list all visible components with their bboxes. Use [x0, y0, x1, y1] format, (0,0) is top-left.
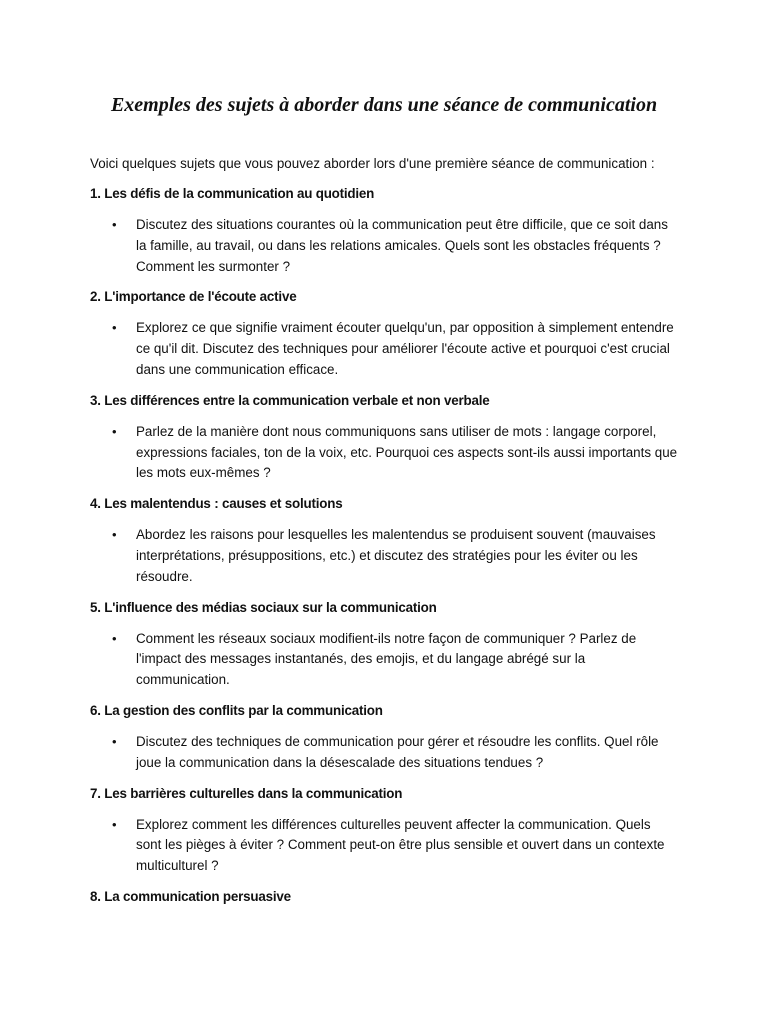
section-heading: 8. La communication persuasive: [90, 888, 291, 904]
section-bullet-list: [90, 525, 678, 587]
section-3: [90, 391, 678, 484]
bullet-icon: •: [112, 816, 117, 832]
bullet-icon: •: [112, 527, 117, 543]
list-item: [90, 215, 678, 277]
section-heading: 2. L'importance de l'écoute active: [90, 289, 297, 305]
list-item: [90, 732, 678, 774]
section-4: [90, 494, 678, 587]
list-item-text: Parlez de la manière dont nous communiquons sans utiliser de mots : langage corporel, expressions faciales, ton de la voix, etc. Pourquoi ces aspects sont-ils aussi importants que les mots eux-mêmes ?: [136, 423, 678, 481]
bullet-icon: •: [112, 423, 117, 439]
list-item-text: Abordez les raisons pour lesquelles les malentendus se produisent souvent (mauvaises interprétations, présuppositions, etc.) et discutez des stratégies pour les éviter ou les résoudre.: [136, 527, 656, 584]
bullet-icon: •: [112, 217, 117, 232]
section-bullet-list: [90, 732, 678, 774]
section-heading: 3. Les différences entre la communication verbale et non verbale: [90, 392, 490, 408]
intro-paragraph: Voici quelques sujets que vous pouvez aborder lors d'une première séance de communication :: [90, 156, 655, 171]
document-title: Exemples des sujets à aborder dans une séance de communication: [110, 94, 658, 116]
sections-container: [90, 184, 678, 907]
section-bullet-list: [90, 629, 678, 691]
list-item-text: Explorez comment les différences culturelles peuvent affecter la communication. Quels sont les pièges à éviter ? Comment peut-on être plus sensible et ouvert dans un contexte multiculturel ?: [136, 816, 665, 874]
bullet-icon: •: [112, 733, 117, 749]
list-item: [90, 629, 678, 691]
list-item-text: Discutez des situations courantes où la communication peut être difficile, que ce soit dans la famille, au travail, ou dans les relations amicales. Quels sont les obstacles fréquents ? Comment les surmonter ?: [136, 217, 668, 274]
section-heading: 7. Les barrières culturelles dans la communication: [90, 785, 403, 801]
section-bullet-list: [90, 318, 678, 380]
section-heading: 6. La gestion des conflits par la communication: [90, 702, 383, 718]
list-item-text: Discutez des techniques de communication pour gérer et résoudre les conflits. Quel rôle joue la communication dans la désescalade des situations tendues ?: [136, 733, 659, 770]
section-2: [90, 287, 678, 380]
section-7: [90, 784, 678, 877]
bullet-icon: •: [112, 630, 117, 646]
list-item-text: Explorez ce que signifie vraiment écouter quelqu'un, par opposition à simplement entendre ce qu'il dit. Discutez des techniques pour améliorer l'écoute active et pourquoi c'est crucial dans une communication efficace.: [136, 320, 674, 377]
list-item: [90, 815, 678, 877]
bullet-icon: •: [112, 320, 117, 336]
section-heading: 5. L'influence des médias sociaux sur la communication: [90, 599, 437, 615]
section-bullet-list: [90, 215, 678, 277]
list-item: [90, 422, 678, 484]
section-heading: 1. Les défis de la communication au quotidien: [90, 186, 375, 201]
list-item: [90, 525, 678, 587]
section-6: [90, 701, 678, 774]
section-heading: 4. Les malentendus : causes et solutions: [90, 496, 343, 512]
section-bullet-list: [90, 815, 678, 877]
section-1: [90, 184, 678, 277]
section-bullet-list: [90, 422, 678, 484]
list-item: [90, 318, 678, 380]
section-8: [90, 887, 678, 907]
section-5: [90, 598, 678, 691]
list-item-text: Comment les réseaux sociaux modifient-ils notre façon de communiquer ? Parlez de l'impact des messages instantanés, des emojis, et du langage abrégé sur la communication.: [136, 630, 637, 688]
